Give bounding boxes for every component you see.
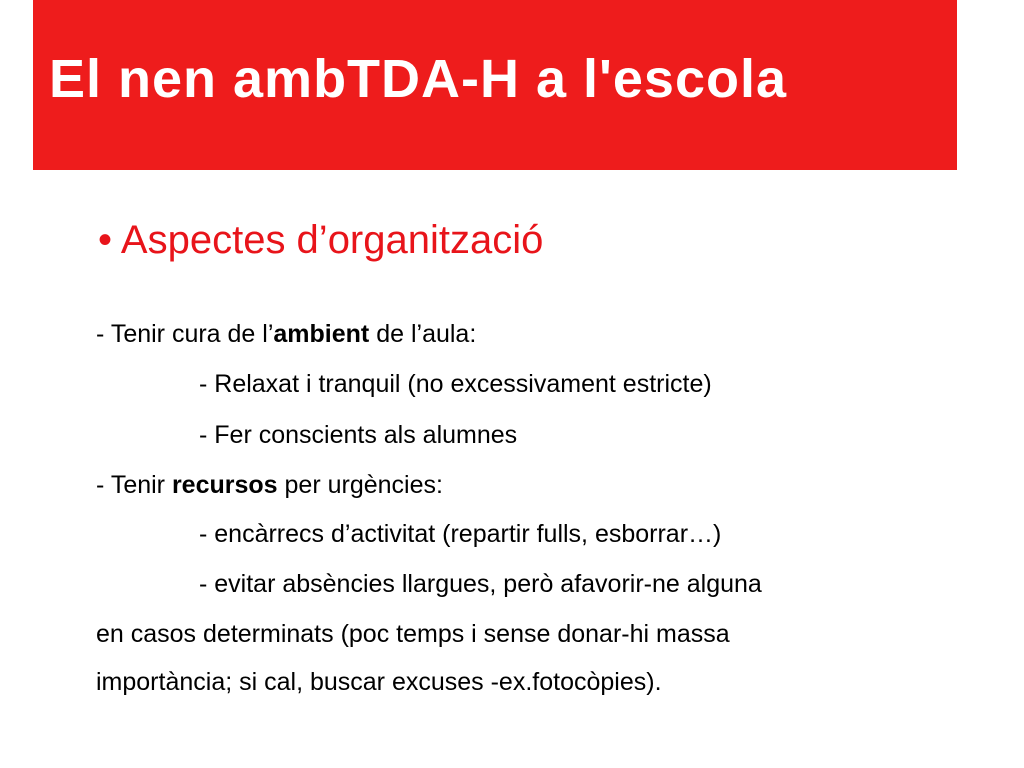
bold-keyword-ambient: ambient [273,320,370,348]
body-line-conscients: - Fer conscients als alumnes [199,421,518,449]
body-line-casos: en casos determinats (poc temps i sense donar-hi massa [96,620,730,648]
body-line-evitar: - evitar absències llargues, però afavorir-ne alguna [199,570,762,598]
title-bar [33,0,957,170]
bold-keyword-recursos: recursos [171,471,278,499]
text-span: per urgències: [277,471,443,499]
body-line-encarrecs: - encàrrecs d’activitat (repartir fulls, esborrar…) [199,520,722,548]
text-span: de l’aula: [369,320,477,348]
bullet-heading: • Aspectes d’organització [98,218,544,262]
body-line-recursos [96,473,443,498]
body-line-relaxat: - Relaxat i tranquil (no excessivament estricte) [199,370,712,398]
text-span: - Tenir cura de l’ [96,320,274,348]
text-span: - Tenir [96,471,172,499]
body-line-ambient [96,322,476,347]
body-line-importancia: importància; si cal, buscar excuses -ex.fotocòpies). [96,668,662,696]
slide-title: El nen ambTDA-H a l'escola [49,49,788,109]
